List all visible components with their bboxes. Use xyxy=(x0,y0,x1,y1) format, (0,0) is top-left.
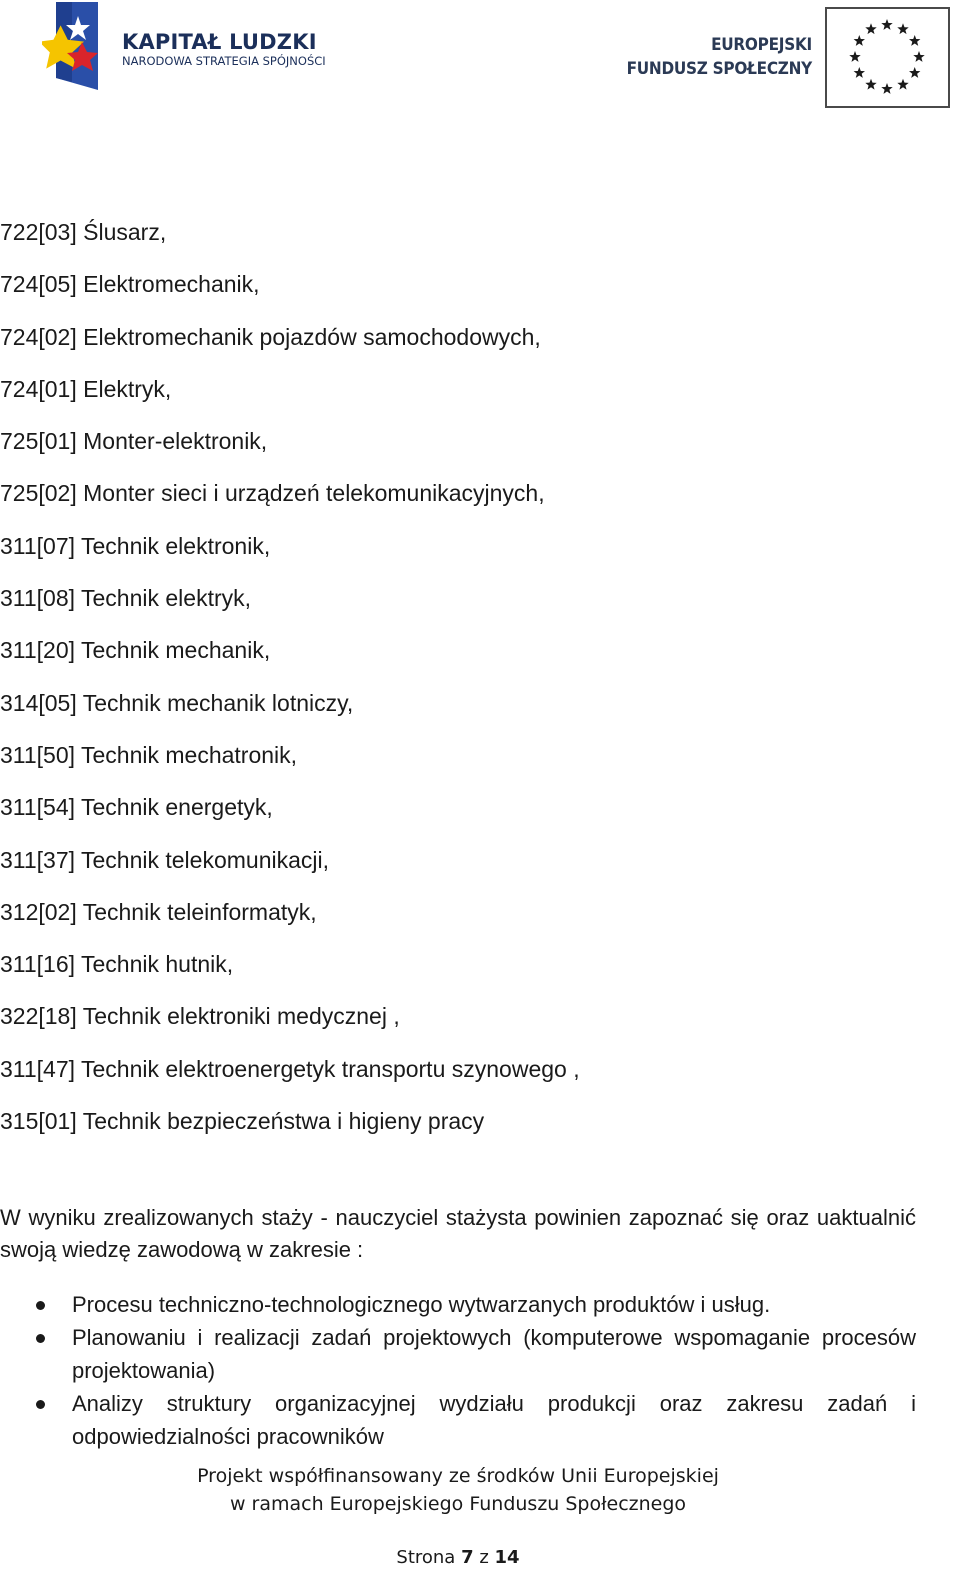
eu-star-icon xyxy=(854,67,865,78)
occupation-item: 724[01] Elektryk, xyxy=(0,375,172,402)
occupation-item: 311[50] Technik mechatronik, xyxy=(0,741,298,768)
bullet-dot-icon xyxy=(36,1301,45,1310)
eu-star-icon xyxy=(854,35,865,46)
occupation-item: 724[02] Elektromechanik pojazdów samochodowych, xyxy=(0,323,541,350)
eu-star-icon xyxy=(909,35,920,46)
bullet-text: Planowaniu i realizacji zadań projektowych (komputerowe wspomaganie procesów projektowania) xyxy=(72,1325,916,1383)
eu-star-icon xyxy=(865,79,876,90)
occupation-item: 725[01] Monter-elektronik, xyxy=(0,428,268,455)
occupation-item: 311[16] Technik hutnik, xyxy=(0,951,234,978)
occupation-item: 722[03] Ślusarz, xyxy=(0,219,167,245)
occupation-item: 311[37] Technik telekomunikacji, xyxy=(0,846,330,873)
efs-line-2: FUNDUSZ SPOŁECZNY xyxy=(626,59,812,79)
eu-star-icon xyxy=(849,51,860,62)
bullet-dot-icon xyxy=(36,1334,45,1343)
footer-line-2: w ramach Europejskiego Funduszu Społecznego xyxy=(229,1493,687,1515)
eu-star-icon xyxy=(897,79,908,90)
eu-star-icon xyxy=(897,23,908,34)
page-number xyxy=(0,1544,916,1572)
occupation-item: 311[47] Technik elektroenergetyk transportu szynowego , xyxy=(0,1055,580,1082)
occupation-item: 311[07] Technik elektronik, xyxy=(0,532,271,559)
bullet-text: Analizy struktury organizacyjnej wydziału produkcji oraz zakresu zadań i odpowiedzialności pracowników xyxy=(72,1391,916,1449)
eu-star-icon xyxy=(909,67,920,78)
bullet-item xyxy=(0,1288,916,1321)
kapital-ludzki-logo-icon xyxy=(42,2,102,92)
occupation-item: 724[05] Elektromechanik, xyxy=(0,271,260,298)
page-current: 7 xyxy=(461,1547,474,1568)
bullet-list xyxy=(0,1288,916,1453)
kapital-ludzki-subtitle: NARODOWA STRATEGIA SPÓJNOŚCI xyxy=(122,54,326,68)
efs-line-1: EUROPEJSKI xyxy=(711,35,812,55)
kapital-ludzki-title: KAPITAŁ LUDZKI xyxy=(122,30,317,54)
footer-line-1: Projekt współfinansowany ze środków Unii Europejskiej xyxy=(197,1465,719,1487)
occupation-item: 315[01] Technik bezpieczeństwa i higieny pracy xyxy=(0,1108,485,1135)
eu-star-icon xyxy=(881,19,892,30)
occupation-item: 725[02] Monter sieci i urządzeń telekomunikacyjnych, xyxy=(0,480,545,507)
kapital-ludzki-wordmark xyxy=(122,30,326,68)
bullet-item xyxy=(0,1387,916,1453)
occupation-item: 311[08] Technik elektryk, xyxy=(0,585,252,612)
bullet-text: Procesu techniczno-technologicznego wytwarzanych produktów i usług. xyxy=(72,1292,771,1317)
efs-wordmark xyxy=(627,33,812,81)
occupation-item: 314[05] Technik mechanik lotniczy, xyxy=(0,689,354,716)
page-sep: z xyxy=(479,1547,489,1568)
eu-star-icon xyxy=(881,83,892,94)
occupation-list xyxy=(0,206,580,1147)
intro-paragraph: W wyniku zrealizowanych staży - nauczyciel stażysta powinien zapoznać się oraz uaktualnić swoją wiedzę zawodową w zakresie : xyxy=(0,1205,916,1262)
occupation-item: 312[02] Technik teleinformatyk, xyxy=(0,898,317,925)
eu-stars-icon xyxy=(827,9,948,106)
page-header xyxy=(0,0,960,120)
page-footer xyxy=(0,1462,916,1518)
eu-flag-icon xyxy=(825,7,950,108)
occupation-item: 322[18] Technik elektroniki medycznej , xyxy=(0,1003,400,1030)
bullet-dot-icon xyxy=(36,1400,45,1409)
page-prefix: Strona xyxy=(396,1547,456,1568)
bullet-item xyxy=(0,1321,916,1387)
page-total: 14 xyxy=(494,1547,520,1568)
eu-star-icon xyxy=(865,23,876,34)
occupation-item: 311[20] Technik mechanik, xyxy=(0,637,271,664)
eu-star-icon xyxy=(913,51,924,62)
occupation-item: 311[54] Technik energetyk, xyxy=(0,794,273,821)
